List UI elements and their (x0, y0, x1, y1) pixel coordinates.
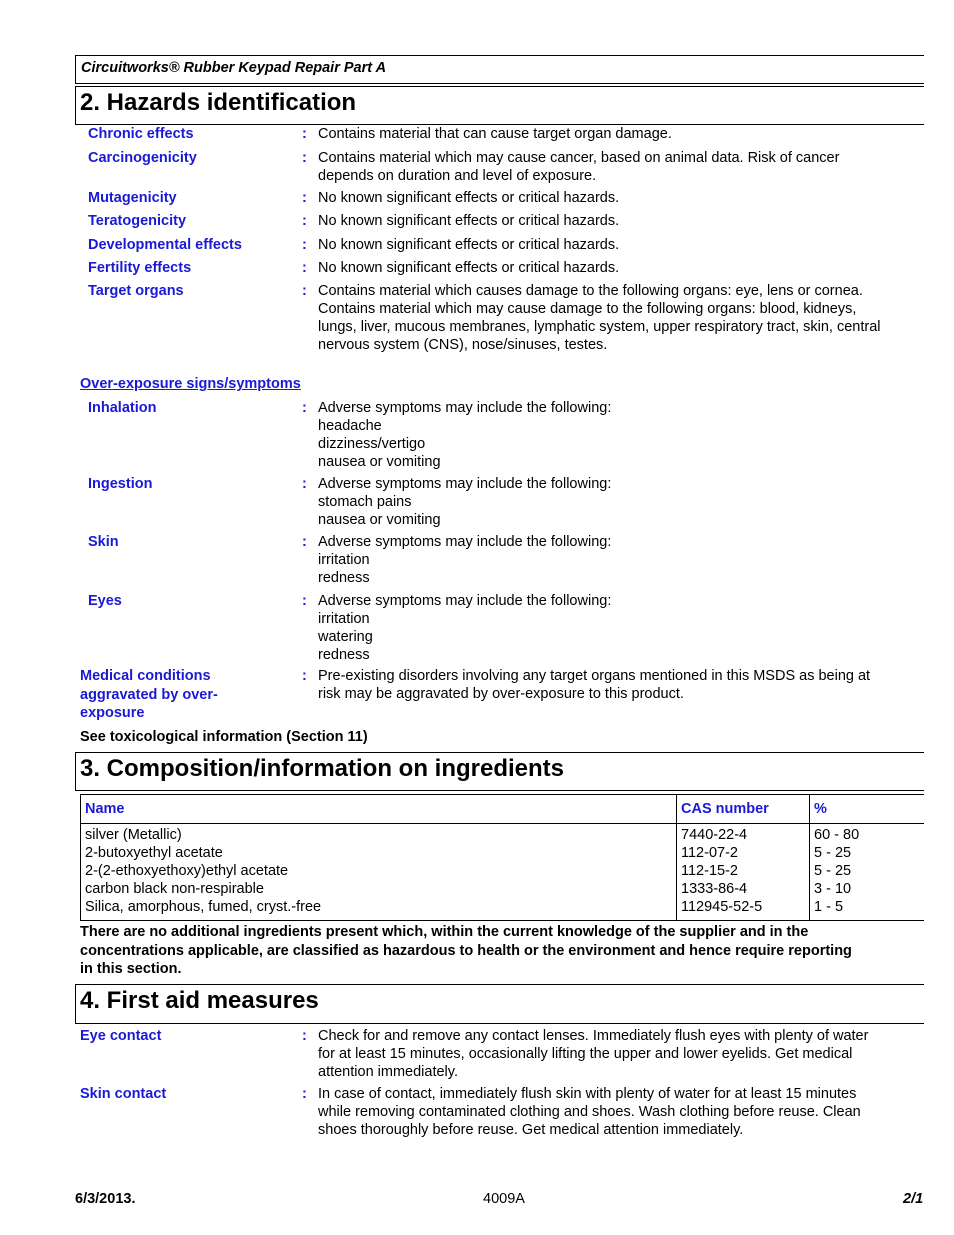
name-cell: silver (Metallic) 2-butoxyethyl acetate 2-(2-ethoxyethoxy)ethyl acetate carbon black non-respirable Silica, amorphous, fumed, cryst.-free (81, 824, 677, 921)
table-row (81, 824, 925, 921)
mutagenicity-label: Mutagenicity (88, 190, 177, 206)
fertility-effects-label: Fertility effects (88, 260, 192, 276)
teratogenicity-value: No known significant effects or critical hazards. (318, 213, 620, 229)
colon: : (302, 1086, 307, 1102)
developmental-effects-value: No known significant effects or critical hazards. (318, 237, 620, 253)
colon: : (302, 213, 307, 229)
colon: : (302, 476, 307, 492)
developmental-effects-label: Developmental effects (88, 237, 242, 253)
toxicological-note: See toxicological information (Section 11) (80, 729, 368, 745)
ingestion-label: Ingestion (88, 476, 153, 492)
ingredients-note: There are no additional ingredients present which, within the current knowledge of the supplier and in the concentrations applicable, are classified as hazardous to health or the environment and hence require reporting in this section. (80, 924, 852, 977)
colon: : (302, 260, 307, 276)
colon: : (302, 1028, 307, 1044)
cas-cell: 7440-22-4 112-07-2 112-15-2 1333-86-4 112945-52-5 (677, 824, 810, 921)
skin-label: Skin (88, 534, 119, 550)
skin-contact-value: In case of contact, immediately flush skin with plenty of water for at least 15 minutes while removing contaminated clothing and shoes. Wash clothing before reuse. Clean shoes thoroughly before reuse. Get medical attention immediately. (318, 1086, 861, 1138)
section-4-title: 4. First aid measures (75, 984, 924, 1024)
colon: : (302, 150, 307, 166)
mutagenicity-value: No known significant effects or critical hazards. (318, 190, 620, 206)
colon: : (302, 190, 307, 206)
colon: : (302, 126, 307, 142)
table-header-row (81, 795, 925, 824)
carcinogenicity-label: Carcinogenicity (88, 150, 197, 166)
fertility-effects-value: No known significant effects or critical hazards. (318, 260, 620, 276)
eyes-label: Eyes (88, 593, 122, 609)
eye-contact-value: Check for and remove any contact lenses. Immediately flush eyes with plenty of water for at least 15 minutes, occasionally lifting the upper and lower eyelids. Get medical attention immediately. (318, 1028, 869, 1080)
footer-date: 6/3/2013. (75, 1191, 136, 1207)
name-column-header: Name (81, 795, 677, 824)
overexposure-heading[interactable]: Over-exposure signs/symptoms (80, 376, 301, 392)
colon: : (302, 283, 307, 299)
chronic-effects-label: Chronic effects (88, 126, 194, 142)
percent-column-header: % (810, 795, 925, 824)
section-2-title: 2. Hazards identification (75, 86, 924, 125)
chronic-effects-value: Contains material that can cause target organ damage. (318, 126, 672, 142)
colon: : (302, 593, 307, 609)
footer-code: 4009A (483, 1191, 525, 1207)
inhalation-value: Adverse symptoms may include the following: headache dizziness/vertigo nausea or vomiting (318, 400, 612, 470)
section-3-title: 3. Composition/information on ingredients (75, 752, 924, 791)
page-number: 2/1 (903, 1191, 924, 1207)
carcinogenicity-value: Contains material which may cause cancer, based on animal data. Risk of cancer depends on duration and level of exposure. (318, 150, 840, 184)
colon: : (302, 534, 307, 550)
colon: : (302, 400, 307, 416)
skin-value: Adverse symptoms may include the following: irritation redness (318, 534, 612, 586)
eyes-value: Adverse symptoms may include the following: irritation watering redness (318, 593, 612, 663)
inhalation-label: Inhalation (88, 400, 157, 416)
cas-column-header: CAS number (677, 795, 810, 824)
target-organs-label: Target organs (88, 283, 184, 299)
skin-contact-label: Skin contact (80, 1086, 167, 1102)
eye-contact-label: Eye contact (80, 1028, 162, 1044)
product-title: Circuitworks® Rubber Keypad Repair Part A (75, 55, 924, 84)
teratogenicity-label: Teratogenicity (88, 213, 187, 229)
colon: : (302, 237, 307, 253)
percent-cell: 60 - 80 5 - 25 5 - 25 3 - 10 1 - 5 (810, 824, 925, 921)
colon: : (302, 668, 307, 684)
composition-table (80, 794, 924, 921)
target-organs-value: Contains material which causes damage to the following organs: eye, lens or cornea. Contains material which may cause damage to the following organs: blood, kidneys, lungs, liver, mucous membranes, lymphatic system, upper respiratory tract, skin, central nervous system (CNS), nose/sinuses, testes. (318, 283, 881, 353)
ingestion-value: Adverse symptoms may include the following: stomach pains nausea or vomiting (318, 476, 612, 528)
medical-conditions-value: Pre-existing disorders involving any target organs mentioned in this MSDS as being at risk may be aggravated by over-exposure to this product. (318, 668, 871, 702)
medical-conditions-label: Medical conditions aggravated by over- exposure (80, 668, 218, 721)
